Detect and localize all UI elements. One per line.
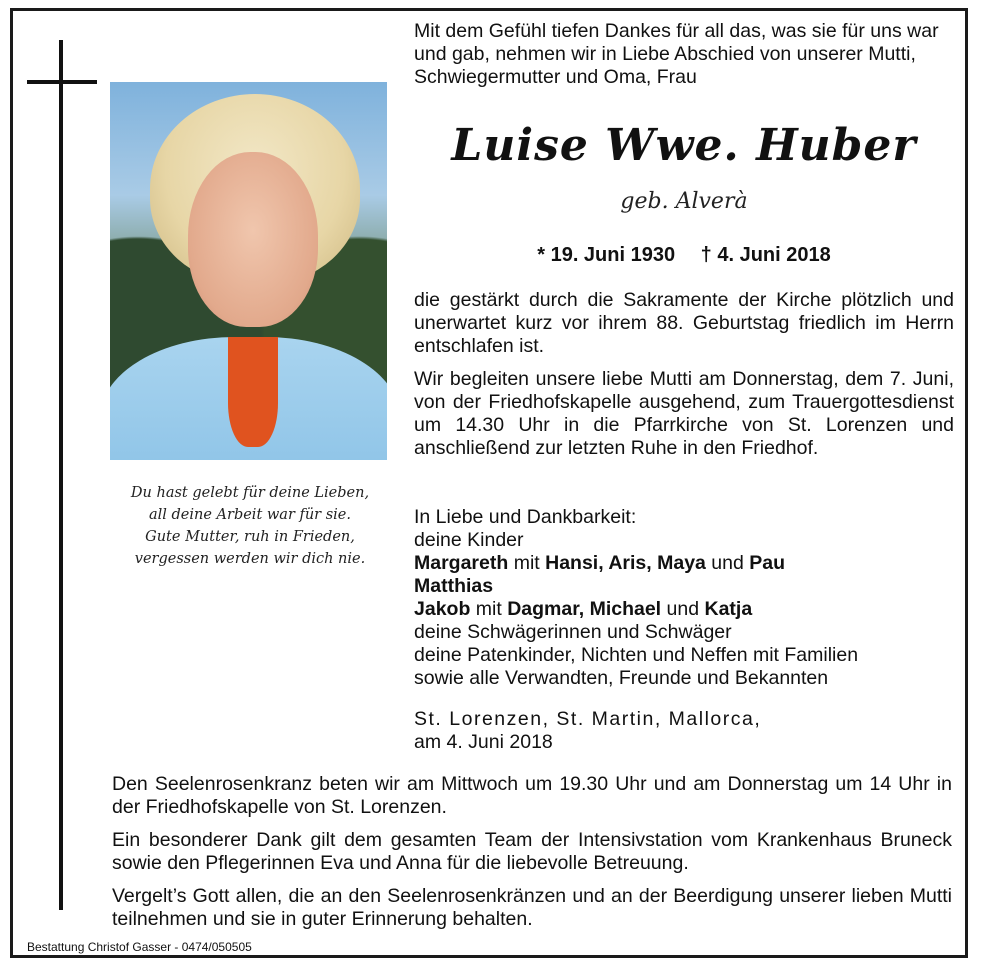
verse-line: all deine Arbeit war für sie. (148, 507, 351, 523)
mourner-line (414, 598, 954, 621)
mourner-name: Dagmar, Michael (507, 598, 662, 620)
verse-line: vergessen werden wir dich nie. (134, 551, 366, 567)
place-date (414, 708, 954, 754)
verse-line: Gute Mutter, ruh in Frieden, (145, 529, 355, 545)
mourner-line: deine Schwägerinnen und Schwäger (414, 621, 732, 643)
mourner-name: Pau (749, 552, 786, 574)
mourners-heading: In Liebe und Dankbarkeit: (414, 506, 637, 528)
children-label: deine Kinder (414, 529, 524, 551)
mourner-name: Katja (704, 598, 753, 620)
connector: und (705, 552, 750, 574)
connector: mit (508, 552, 546, 574)
death-date: † 4. Juni 2018 (700, 244, 831, 266)
date-line: am 4. Juni 2018 (414, 731, 553, 753)
intro-text: Mit dem Gefühl tiefen Dankes für all das, was sie für uns war und gab, nehmen wir in Liebe Abschied von unserer Mutti, Schwiegermutter und Oma, Frau (414, 20, 939, 88)
mourner-line: sowie alle Verwandten, Freunde und Bekannten (414, 667, 829, 689)
life-dates (414, 244, 954, 267)
deceased-name: Luise Wwe. Huber (451, 120, 917, 171)
mourner-line (414, 552, 954, 575)
photo-face (188, 152, 318, 327)
funeral-home-footer: Bestattung Christof Gasser - 0474/050505 (27, 940, 252, 954)
cross-bar (27, 80, 97, 84)
mourner-name: Jakob (414, 598, 471, 620)
rosary-info-text: Den Seelenrosenkranz beten wir am Mittwoch um 19.30 Uhr und am Donnerstag um 14 Uhr in der Friedhofskapelle von St. Lorenzen. (112, 773, 952, 818)
place-line: St. Lorenzen, St. Martin, Mallorca, (414, 708, 762, 730)
mourner-name: Margareth (414, 552, 509, 574)
verse-line: Du hast gelebt für deine Lieben, (130, 485, 370, 501)
mourner-line: deine Patenkinder, Nichten und Neffen mit Familien (414, 644, 859, 666)
connector: und (661, 598, 705, 620)
mourner-name: Hansi, Aris, Maya (545, 552, 706, 574)
portrait-photo (110, 82, 387, 460)
death-notice-text: die gestärkt durch die Sakramente der Kirche plötzlich und unerwartet kurz vor ihrem 88. Geburtstag friedlich im Herrn entschlafen ist. (414, 289, 954, 357)
cross-icon (59, 40, 63, 910)
mourner-name: Matthias (414, 575, 494, 597)
mourner-line (414, 575, 954, 598)
memorial-verse (112, 482, 388, 570)
mourners-list (414, 506, 954, 690)
thanks-text: Ein besonderer Dank gilt dem gesamten Team der Intensivstation vom Krankenhaus Bruneck sowie den Pflegerinnen Eva und Anna für die liebevolle Betreuung. (112, 829, 952, 874)
birth-name: geb. Alverà (620, 189, 748, 214)
connector: mit (470, 598, 508, 620)
birth-date: * 19. Juni 1930 (537, 244, 676, 266)
photo-scarf (228, 337, 278, 447)
funeral-info-text: Wir begleiten unsere liebe Mutti am Donnerstag, dem 7. Juni, von der Friedhofskapelle ausgehend, zum Trauergottesdienst um 14.30 Uhr in die Pfarrkirche von St. Lorenzen und anschließend zur letzten Ruhe in den Friedhof. (414, 368, 954, 459)
gratitude-text: Vergelt’s Gott allen, die an den Seelenrosenkränzen und an der Beerdigung unserer lieben Mutti teilnehmen und sie in guter Erinnerung behalten. (112, 885, 952, 930)
